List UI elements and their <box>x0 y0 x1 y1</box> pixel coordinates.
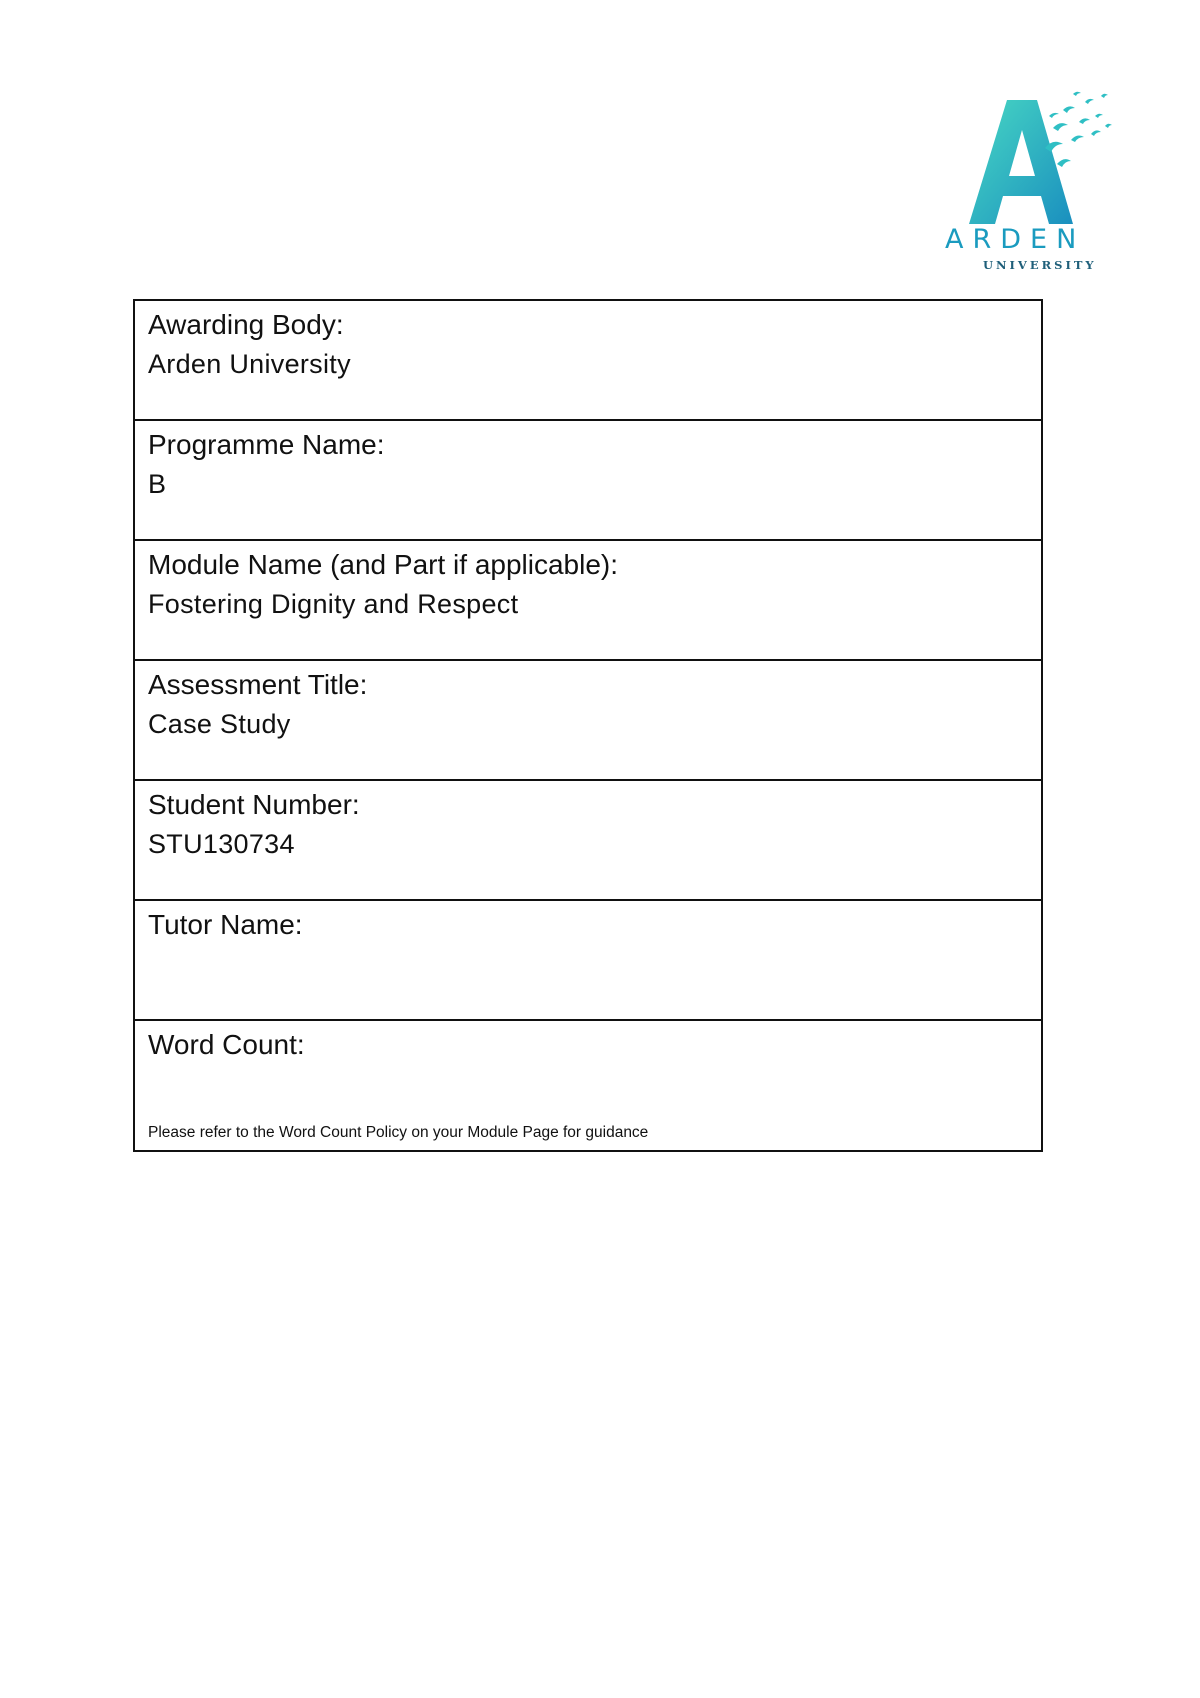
programme-name-value: B <box>148 469 167 499</box>
programme-name-row <box>135 421 1041 541</box>
arden-university-logo <box>945 88 1115 278</box>
awarding-body-value: Arden University <box>148 349 351 379</box>
assessment-title-row <box>135 661 1041 781</box>
module-name-row <box>135 541 1041 661</box>
assessment-cover-sheet <box>133 299 1043 1152</box>
assessment-title-label: Assessment Title: <box>148 669 368 700</box>
tutor-name-label: Tutor Name: <box>148 909 303 940</box>
logo-wordmark: ARDEN <box>945 224 1086 255</box>
programme-name-label: Programme Name: <box>148 429 385 460</box>
awarding-body-label: Awarding Body: <box>148 309 344 340</box>
word-count-label: Word Count: <box>148 1029 305 1060</box>
word-count-guidance-note: Please refer to the Word Count Policy on your Module Page for guidance <box>148 1124 649 1141</box>
arden-a-birds-icon <box>945 88 1115 228</box>
student-number-label: Student Number: <box>148 789 360 820</box>
logo-subtitle: UNIVERSITY <box>983 258 1097 272</box>
student-number-row <box>135 781 1041 901</box>
assessment-title-value: Case Study <box>148 709 291 739</box>
student-number-value: STU130734 <box>148 829 295 859</box>
module-name-value: Fostering Dignity and Respect <box>148 589 519 619</box>
tutor-name-row <box>135 901 1041 1021</box>
awarding-body-row <box>135 301 1041 421</box>
module-name-label: Module Name (and Part if applicable): <box>148 549 619 580</box>
word-count-row <box>135 1021 1041 1150</box>
